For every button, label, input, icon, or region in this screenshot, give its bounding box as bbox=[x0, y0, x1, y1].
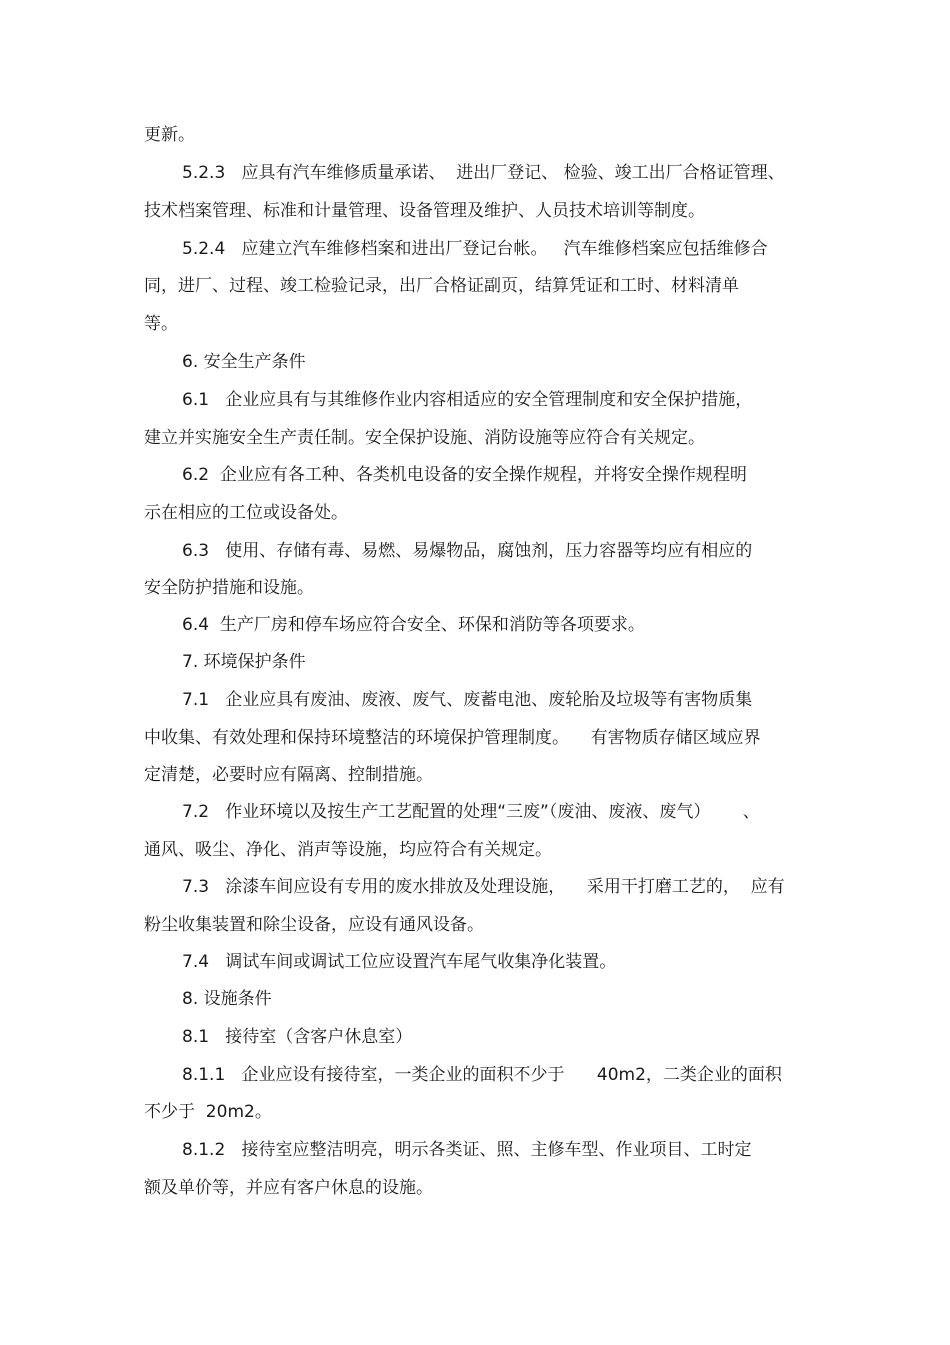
text-line: 示在相应的工位或设备处。 bbox=[144, 503, 348, 523]
text-line: 7.1 企业应具有废油、废液、废气、废蓄电池、废轮胎及垃圾等有害物质集 bbox=[182, 690, 753, 710]
text-line: 5.2.4 应建立汽车维修档案和进出厂登记台帐。 汽车维修档案应包括维修合 bbox=[182, 239, 768, 259]
text-line: 建立并实施安全生产责任制。安全保护设施、消防设施等应符合有关规定。 bbox=[144, 428, 705, 448]
text-line: 中收集、有效处理和保持环境整洁的环境保护管理制度。 有害物质存储区域应界 bbox=[144, 728, 761, 748]
text-line: 更新。 bbox=[144, 125, 195, 145]
text-line: 6.2 企业应有各工种、各类机电设备的安全操作规程，并将安全操作规程明 bbox=[182, 465, 747, 485]
text-line: 6.1 企业应具有与其维修作业内容相适应的安全管理制度和安全保护措施， bbox=[182, 390, 753, 410]
text-line: 不少于 20m2。 bbox=[144, 1102, 272, 1122]
text-line: 等。 bbox=[144, 314, 178, 334]
text-line: 安全防护措施和设施。 bbox=[144, 578, 314, 598]
text-line: 8.1.2 接待室应整洁明亮，明示各类证、照、主修车型、作业项目、工时定 bbox=[182, 1140, 752, 1160]
section-heading: 7. 环境保护条件 bbox=[182, 652, 306, 672]
text-line: 额及单价等，并应有客户休息的设施。 bbox=[144, 1178, 433, 1198]
text-line: 6.4 生产厂房和停车场应符合安全、环保和消防等各项要求。 bbox=[182, 615, 645, 635]
text-line: 粉尘收集装置和除尘设备，应设有通风设备。 bbox=[144, 915, 484, 935]
subsection-heading: 8.1 接待室（含客户休息室） bbox=[182, 1027, 413, 1047]
text-line: 技术档案管理、标准和计量管理、设备管理及维护、人员技术培训等制度。 bbox=[144, 201, 705, 221]
text-line: 5.2.3 应具有汽车维修质量承诺、 进出厂登记、 检验、竣工出厂合格证管理、 bbox=[182, 163, 785, 183]
text-line: 7.4 调试车间或调试工位应设置汽车尾气收集净化装置。 bbox=[182, 952, 617, 972]
text-line: 6.3 使用、存储有毒、易燃、易爆物品，腐蚀剂，压力容器等均应有相应的 bbox=[182, 541, 753, 561]
text-line: 同，进厂、过程、竣工检验记录，出厂合格证副页，结算凭证和工时、材料清单 bbox=[144, 276, 739, 296]
text-line: 定清楚，必要时应有隔离、控制措施。 bbox=[144, 765, 433, 785]
section-heading: 8. 设施条件 bbox=[182, 989, 272, 1009]
text-line: 通风、吸尘、净化、消声等设施，均应符合有关规定。 bbox=[144, 840, 552, 860]
text-line: 7.2 作业环境以及按生产工艺配置的处理“三废”（废油、废液、废气） 、 bbox=[182, 802, 760, 822]
text-line: 8.1.1 企业应设有接待室，一类企业的面积不少于 40m2，二类企业的面积 bbox=[182, 1065, 782, 1085]
section-heading: 6. 安全生产条件 bbox=[182, 352, 306, 372]
text-line: 7.3 涂漆车间应设有专用的废水排放及处理设施， 采用干打磨工艺的， 应有 bbox=[182, 877, 785, 897]
